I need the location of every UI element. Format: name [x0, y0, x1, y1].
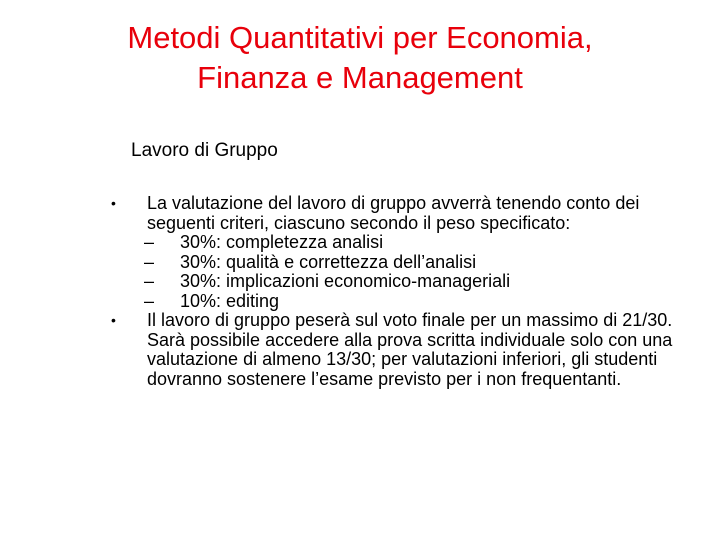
sub-item-editing [100, 292, 680, 312]
slide-body [100, 194, 680, 389]
sub-item-text: 10%: editing [180, 290, 280, 311]
bullet-item-criteria [100, 194, 680, 233]
sub-item-implicazioni [100, 272, 680, 292]
bullet-text: Il lavoro di gruppo peserà sul voto finale per un massimo di 21/30. Sarà possibile accedere alla prova scritta individuale solo con una valutazione di almeno 13/30; per valutazioni inferiori, gli studenti dovranno sostenere l’esame previsto per i non frequentanti. [147, 310, 673, 389]
slide-subtitle: Lavoro di Gruppo [131, 140, 278, 161]
sub-item-text: 30%: implicazioni economico-manageriali [180, 271, 511, 291]
dash-icon: – [144, 251, 155, 272]
bullet-icon: • [111, 195, 116, 211]
dash-icon: – [144, 232, 155, 252]
bullet-item-peso [100, 311, 680, 389]
bullet-text: La valutazione del lavoro di gruppo avverrà tenendo conto dei seguenti criteri, ciascuno secondo il peso specificato: [147, 193, 640, 233]
slide-title-line-1: Metodi Quantitativi per Economia, [127, 20, 593, 55]
sub-item-text: 30%: completezza analisi [180, 232, 384, 252]
dash-icon: – [144, 290, 155, 311]
bullet-icon: • [111, 312, 116, 328]
sub-item-qualita [100, 253, 680, 273]
slide-title [40, 18, 680, 98]
slide-title-line-2: Finanza e Management [197, 60, 523, 95]
dash-icon: – [144, 271, 155, 291]
sub-item-text: 30%: qualità e correttezza dell’analisi [180, 251, 477, 272]
sub-item-completezza [100, 233, 680, 253]
